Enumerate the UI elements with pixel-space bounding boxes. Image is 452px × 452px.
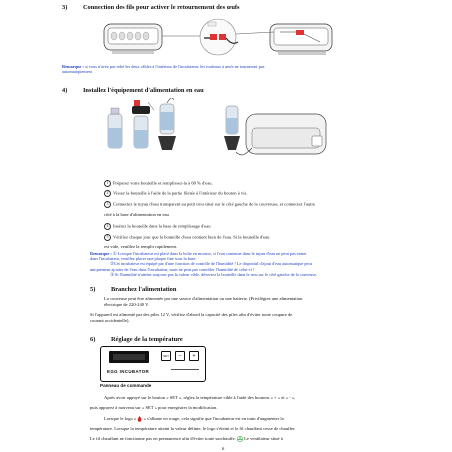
step-text: Insérez la bouteille dans la base de remplissage d'eau [113,223,211,229]
section-title: Installez l'équipement d'alimentation en eau [82,87,204,94]
power-paragraph-2 [90,312,380,324]
paragraph-text: Le fil chauffant ne fonctionne pas en permanence afin d'éviter toute surchauffe. [90,436,236,442]
remark-wire [62,64,264,74]
panel-brand: EGG INCUBATOR [107,369,150,374]
temp-paragraph-1-continued: puis appuyez à nouveau sur « SET » pour enregistrer la modification. [90,405,218,410]
step-number-icon: 5 [104,234,111,241]
heating-flame-icon [137,416,142,422]
display-segments [113,354,145,360]
incubator-illustration-right [270,24,332,55]
water-supply-figure [96,98,376,166]
paragraph-text: » s'allume en rouge, cela signifie que l'incubateur est en train d'augmenter la [143,416,284,422]
remark-text: uniquement ajouter de l'eau dans l'incubateur, mais ne peut pas contrôler l'humidité de celui-ci ! [90,266,255,272]
step-number-icon: 1 [104,180,111,187]
paragraph-text: Le ventilateur situé à [244,436,283,442]
power-paragraph-1 [104,296,380,308]
bottle-step-3 [158,98,176,150]
section-title: Réglage de la température [110,336,183,343]
step-number-icon: 4 [104,223,111,230]
page-footer [0,446,452,452]
wire-connection-figure [100,16,360,62]
panel-buttons [161,351,201,363]
section-number: 5) [90,286,96,293]
section-title: Connection des fils pour activer le retournement des œufs [82,4,240,11]
remark-label: Remarque : [90,251,112,256]
temp-paragraph-3 [90,436,390,442]
step-5-continued: est vide, veuillez la remplir rapidement. [104,244,178,249]
section-title: Branchez l'alimentation [110,286,177,293]
incubator-with-water [224,106,326,155]
temperature-display [109,351,149,363]
paragraph-text: La couveuse peut être alimentée par une source d'alimentation ou une batterie. (Privilégiez une alimentation [104,296,303,301]
minus-button[interactable]: − [175,351,185,361]
plus-button[interactable]: + [189,351,199,361]
section-number: 4) [62,87,68,94]
step-text: Préparez votre bouteille et remplissez-la à 60 % d'eau. [113,180,213,186]
step-1 [104,180,213,187]
paragraph-text: électrique de 220-240 V. [104,302,149,308]
step-number-icon: 2 [104,190,111,197]
remark-text: si vous n'avez pas relié les deux câbles à l'intérieur de l'incubateur, les rouleaux à œufs ne tourneront pas [84,64,265,69]
page-number: 6 [222,446,225,451]
section-4-heading [62,87,204,94]
remark-label: Remarque : [62,64,84,69]
section-number: 3) [62,4,68,11]
paragraph-text: Après avoir appuyé sur le bouton « SET », réglez la température cible à l'aide des boutons « + » et « - », [104,395,296,400]
step-text: Vérifiez chaque jour que la bouteille d'eau contient bien de l'eau. Si la bouteille d'eau [113,234,270,240]
step-text: Vissez la bouteille à l'aide de la partie filetée à l'intérieur du bouton à vis. [113,190,248,196]
step-text: Connectez le tuyau d'eau transparent au petit trou situé sur le côté gauche de la couvreuse, et connectez l'autre [113,201,316,207]
paragraph-text: Si l'appareil est alimenté par des piles 12 V, vérifiez d'abord la capacité des piles afin d'éviter toute coupure de [90,312,293,317]
wire-closeup [200,19,238,55]
panel-divider [171,369,199,376]
set-button[interactable]: SET [161,351,171,361]
section-6-heading [90,336,183,343]
step-3 [104,201,315,208]
paragraph-text: courant accidentelle). [90,318,130,324]
panel-caption: Panneau de commande [100,383,152,388]
fan-icon [237,436,243,442]
remark-text: automatiquement [62,69,92,75]
bottle-step-1 [108,108,122,148]
section-5-heading [90,286,176,293]
paragraph-text: Lorsque le logo « [104,416,137,422]
section-3-heading [62,4,240,11]
incubator-illustration-left [104,24,162,54]
step-4 [104,223,211,230]
step-2 [104,190,247,197]
remark-text: dans l'incubateur, veuillez placer une plaque fine sous la base. [90,256,197,262]
temp-paragraph-2 [104,416,384,422]
control-panel [100,346,206,382]
remark-text: ① Lorsque l'incubateur est placé dans la boîte en mousse, si l'eau contenue dans le tuyau d'eau ne peut pas entrer [112,251,307,256]
temp-paragraph-2-continued: température. Lorsque la température atteint la valeur définie, le logo s'éteint et le fil chauffant cesse de chauffer. [90,426,296,431]
remark-text: ③ Si l'humidité n'atteint toujours pas la valeur cible, déversez la bouteille dans le trou sur le côté gauche de la couveuse. [110,271,317,277]
remark-text: ②Cet incubateur est équipé par d'une fonction de contrôle de l'humidité ! Le dispositif d'ajout d'eau automatique peut [110,261,312,267]
bottle-step-2 [132,100,154,148]
step-5 [104,234,269,241]
step-3-continued: côté à la base d'alimentation en eau [104,212,169,217]
section-number: 6) [90,336,96,343]
remark-water [90,251,380,277]
temp-paragraph-1 [104,395,384,401]
step-number-icon: 3 [104,201,111,208]
